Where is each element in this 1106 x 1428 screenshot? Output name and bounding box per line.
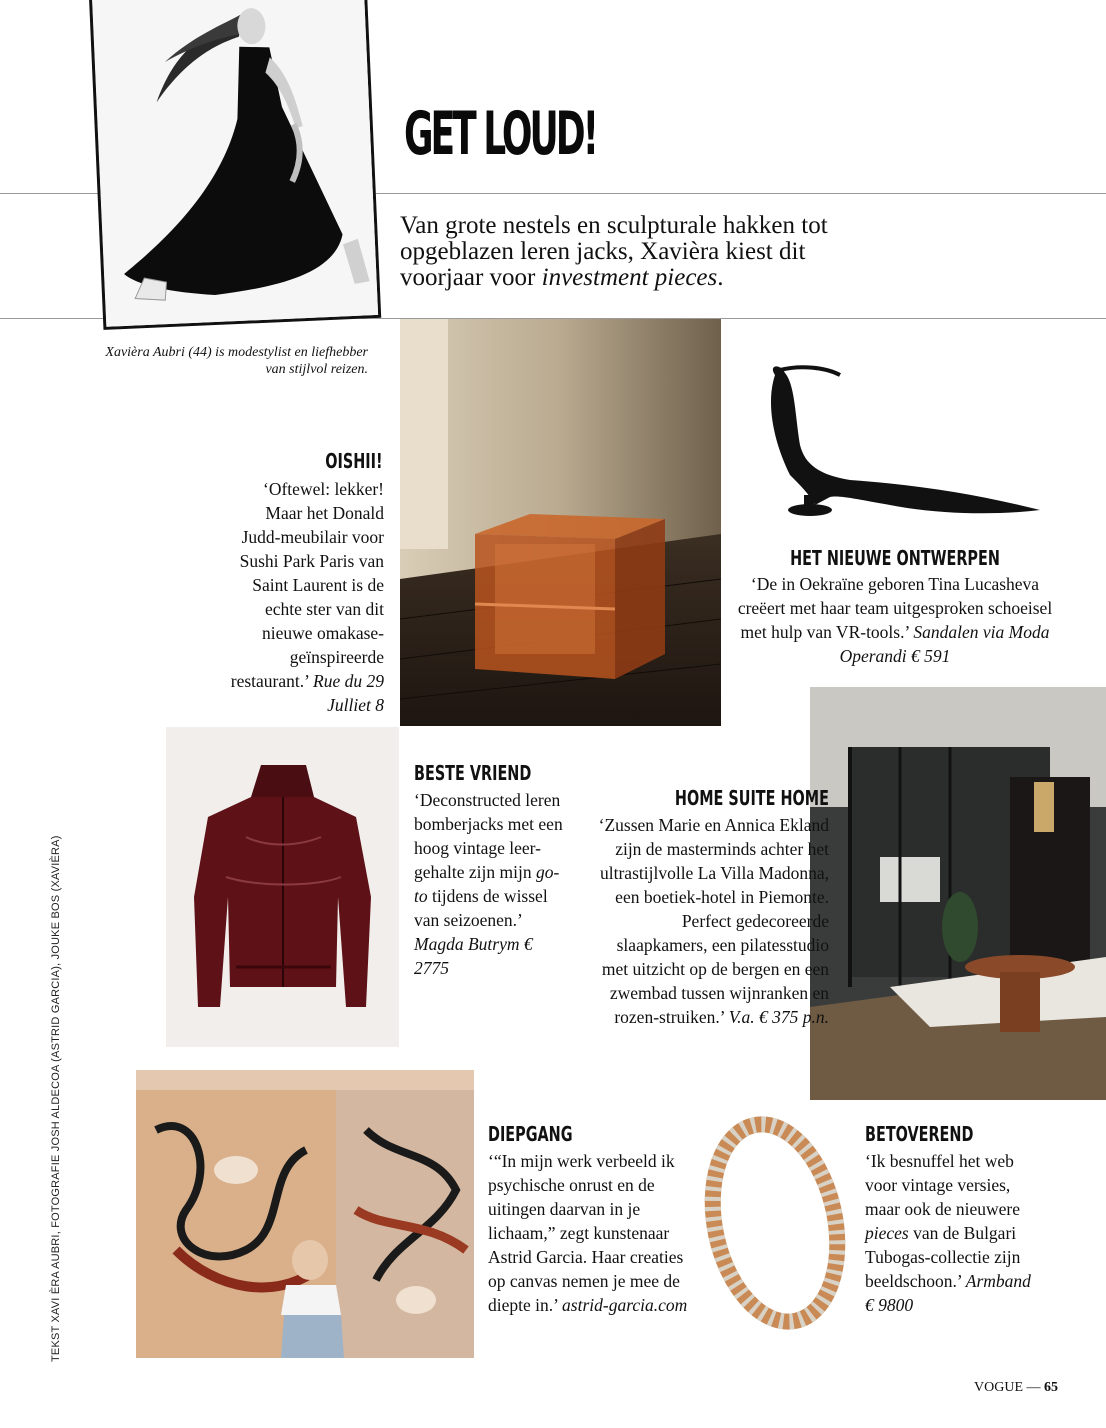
shoe-image	[740, 355, 1050, 535]
vriend-title: BESTE VRIEND	[414, 761, 532, 785]
ontwerpen-body	[730, 572, 1060, 668]
jacket-image	[166, 727, 399, 1047]
portrait-caption: Xavièra Aubri (44) is modestylist en liefhebber van stijlvol reizen.	[105, 345, 368, 377]
vriend-text-b: tijdens de wissel van seizoenen.’	[414, 886, 548, 930]
home-body	[596, 813, 829, 1029]
betoverend-credit: Armband € 9800	[865, 1271, 1031, 1315]
vriend-text-a: ‘Deconstructed leren bomberjacks met een hoog vintage leer-gehalte zijn mijn	[414, 790, 563, 882]
betoverend-italic: pieces	[865, 1223, 909, 1243]
bracelet-image	[700, 1108, 850, 1338]
artist-image	[136, 1070, 474, 1358]
home-title: HOME SUITE HOME	[674, 786, 829, 810]
folio-separator: —	[1026, 1380, 1041, 1395]
intro-text	[400, 213, 870, 291]
intro-italic: investment pieces	[541, 264, 718, 291]
vriend-italic: go-to	[414, 862, 560, 906]
stool-image	[400, 319, 721, 726]
betoverend-title: BETOVEREND	[865, 1122, 974, 1146]
folio-magazine: VOGUE	[974, 1380, 1023, 1395]
hotel-photo	[810, 687, 1106, 1100]
vriend-body	[414, 788, 564, 980]
artist-photo	[136, 1070, 474, 1358]
diepgang-body	[488, 1149, 688, 1317]
oishii-text: ‘Oftewel: lekker! Maar het Donald Judd-meubilair voor Sushi Park Paris van Saint Laurent is de echte ster van dit nieuwe omakase-geïnspireerde restaurant.’	[230, 479, 384, 691]
ontwerpen-text: ‘De in Oekraïne geboren Tina Lucasheva creëert met haar team uitgesproken schoeisel met hulp van VR-tools.’	[737, 574, 1053, 642]
intro-end: .	[717, 264, 724, 291]
page-title: GET LOUD!	[404, 99, 597, 169]
stool-photo	[400, 319, 721, 726]
intro-plain: Van grote nestels en sculpturale hakken tot opgeblazen leren jacks, Xavièra kiest dit voorjaar voor	[400, 212, 828, 291]
oishii-credit: Rue du 29 Julliet 8	[313, 671, 384, 715]
ontwerpen-credit: Sandalen via Moda Operandi € 591	[839, 622, 1050, 666]
bracelet-photo	[700, 1108, 850, 1338]
portrait-figure	[92, 0, 381, 330]
diepgang-title: DIEPGANG	[488, 1122, 573, 1146]
hotel-image	[810, 687, 1106, 1100]
folio-page-number: 65	[1044, 1380, 1058, 1395]
ontwerpen-title: HET NIEUWE ONTWERPEN	[790, 546, 1000, 570]
betoverend-text-b: van de Bulgari Tubogas-collectie zijn beeldschoon.’	[865, 1223, 1021, 1291]
shoe-photo	[740, 355, 1050, 535]
diepgang-credit: astrid-garcia.com	[562, 1295, 688, 1315]
oishii-body	[226, 477, 384, 717]
jacket-photo	[166, 727, 399, 1047]
diepgang-text: ‘“In mijn werk verbeeld ik psychische onrust en de uitingen daarvan in je lichaam,” zegt kunstenaar Astrid Garcia. Haar creaties op canvas nemen je mee de diepte in.’	[488, 1151, 684, 1315]
portrait-photo	[89, 0, 381, 330]
vriend-credit: Magda Butrym € 2775	[414, 934, 533, 978]
photo-credits: TEKST XAVI ÈRA AUBRI, FOTOGRAFIE JOSH ALDECOA (ASTRID GARCIA), JOUKE BOS (XAVIÈRA)	[50, 835, 62, 1362]
betoverend-text-a: ‘Ik besnuffel het web voor vintage versies, maar ook de nieuwere	[865, 1151, 1020, 1219]
home-text: ‘Zussen Marie en Annica Ekland zijn de masterminds achter het ultrastijlvolle La Villa Madonna, een boetiek-hotel in Piemonte. Perfect gedecoreerde slaapkamers, een pilatesstudio met uitzicht op de bergen en een zwembad tussen wijnranken en rozen-struiken.’	[598, 815, 829, 1027]
oishii-title: OISHII!	[325, 449, 383, 473]
page-folio	[974, 1380, 1058, 1396]
betoverend-body	[865, 1149, 1043, 1317]
home-credit: V.a. € 375 p.n.	[728, 1007, 829, 1027]
